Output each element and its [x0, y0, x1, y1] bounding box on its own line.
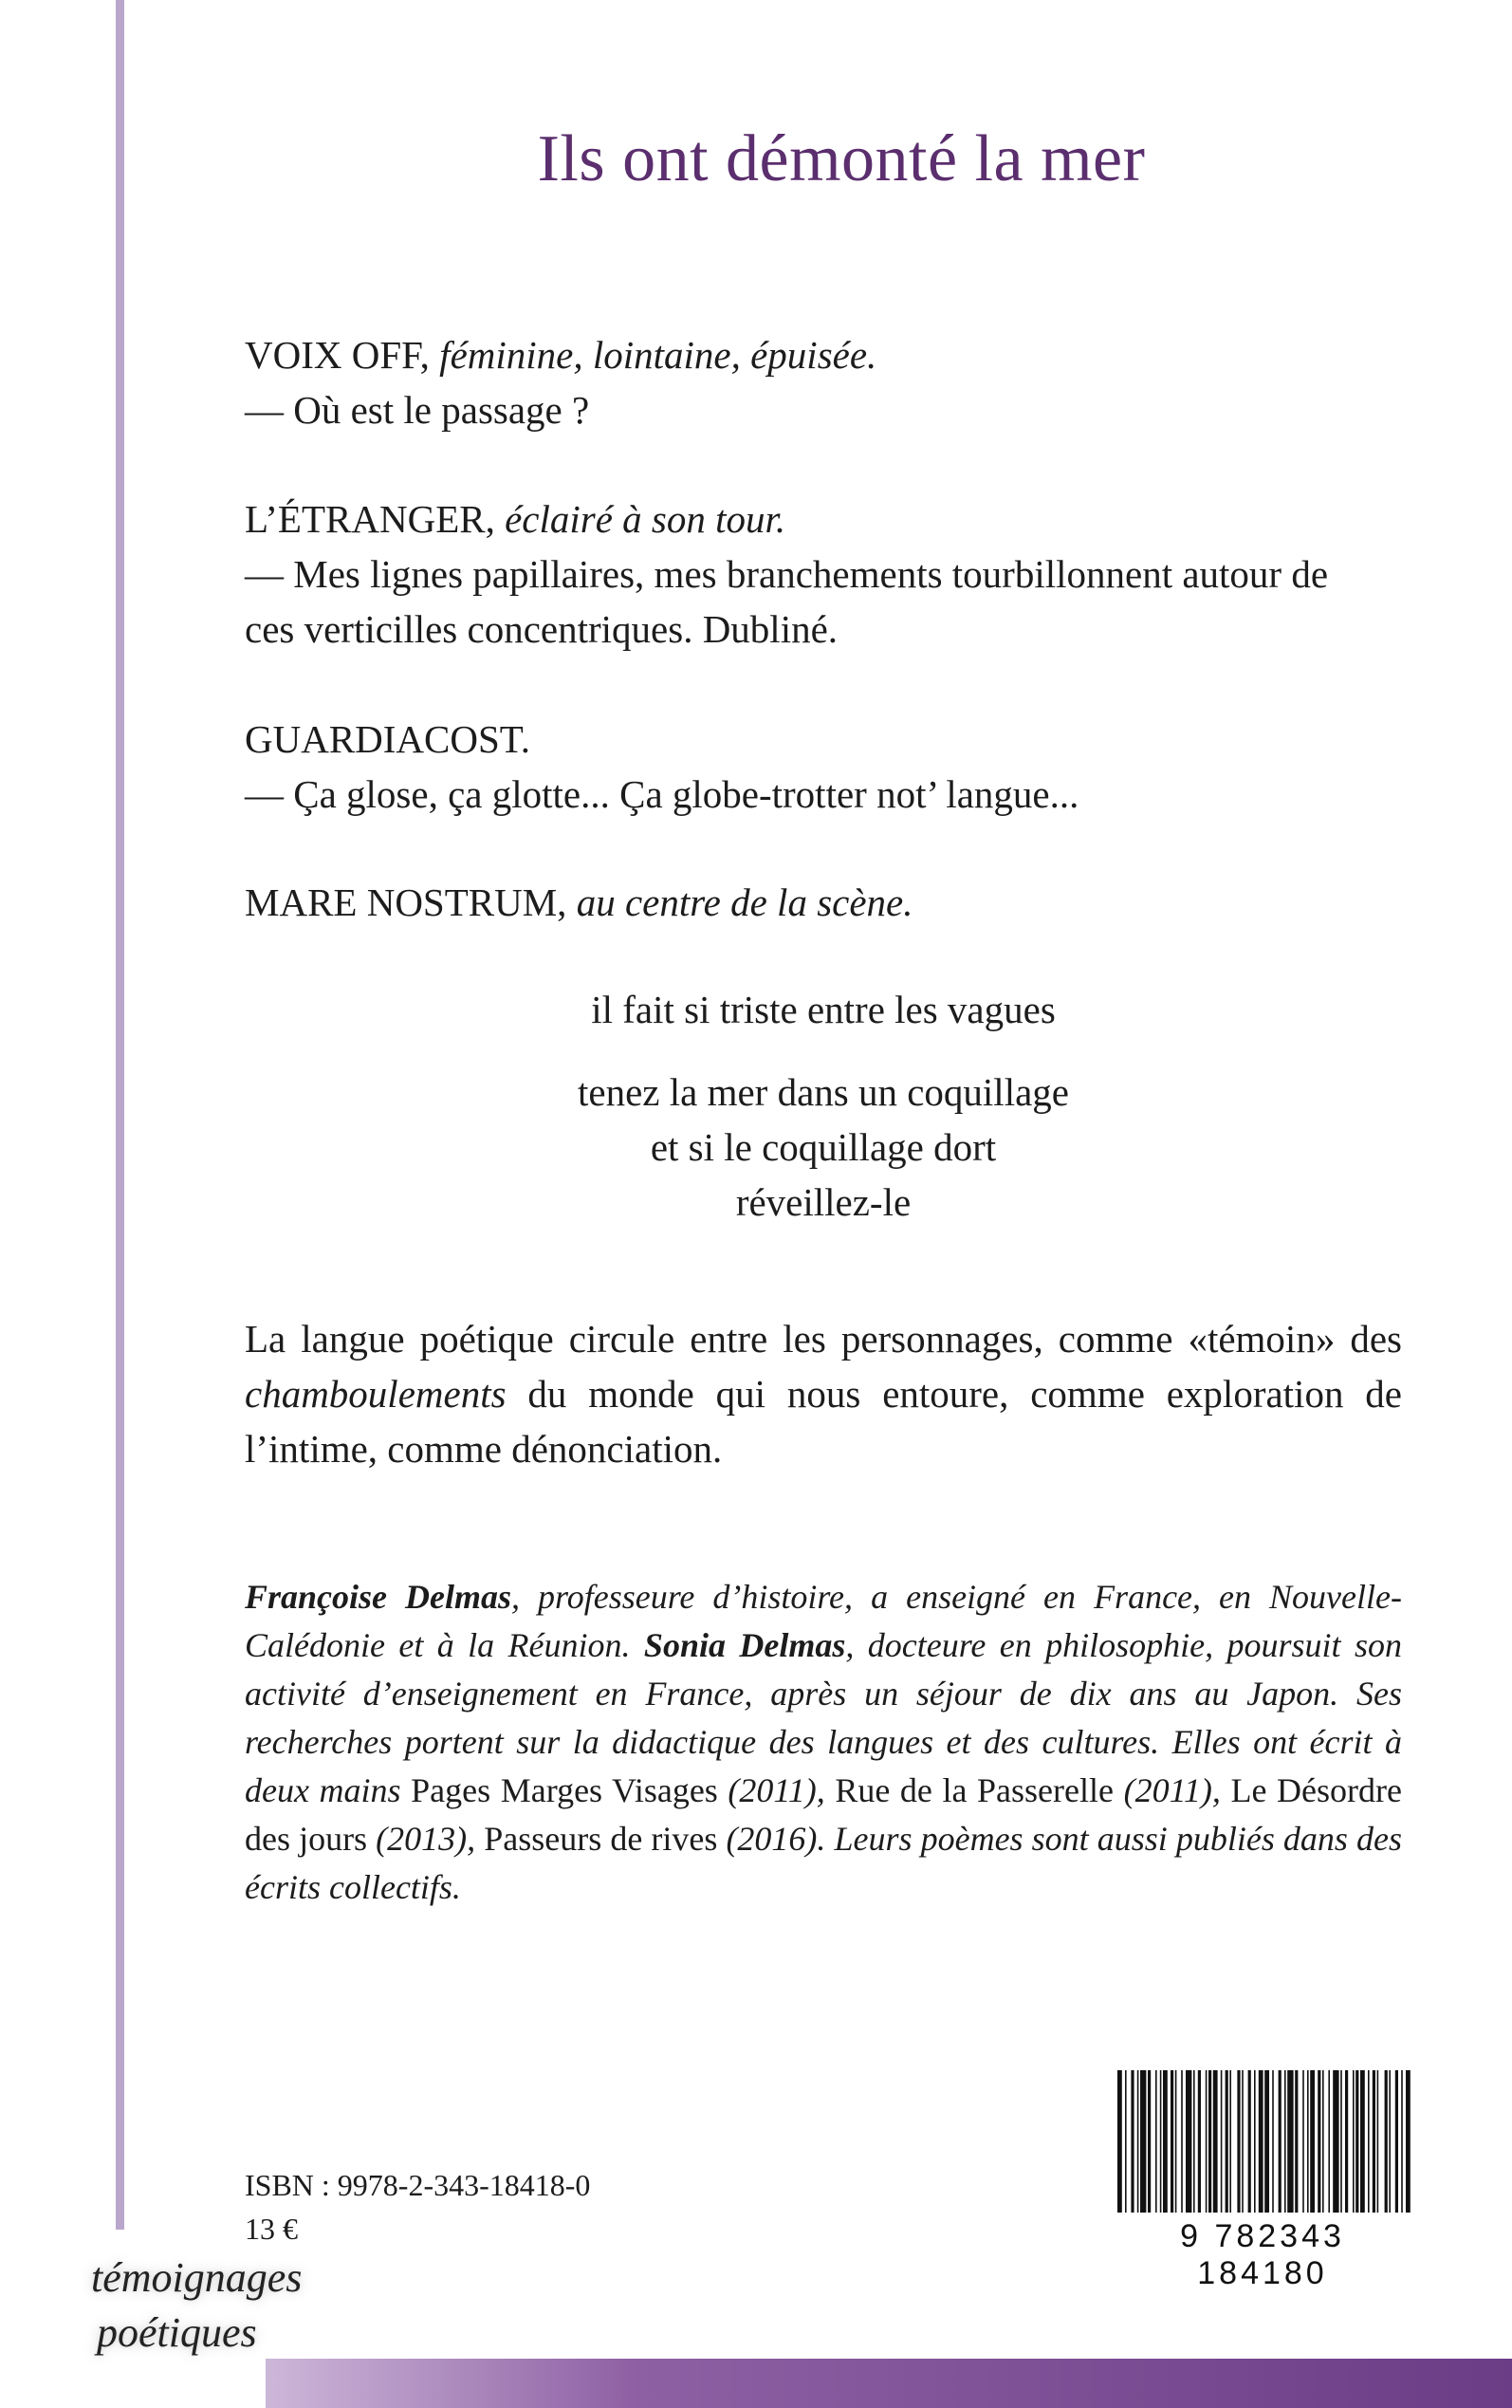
bio-text: (2011),	[717, 1771, 836, 1809]
barcode-bar	[1213, 2070, 1218, 2213]
barcode	[1112, 2070, 1413, 2222]
barcode-bar	[1125, 2070, 1127, 2213]
author-name: Sonia Delmas	[643, 1626, 846, 1664]
poem-line: il fait si triste entre les vagues	[591, 988, 1056, 1031]
barcode-bar	[1279, 2070, 1282, 2213]
barcode-bar	[1226, 2070, 1228, 2213]
barcode-bar	[1345, 2070, 1348, 2213]
character-name: GUARDIACOST.	[245, 717, 531, 761]
barcode-bar	[1171, 2070, 1173, 2213]
barcode-bar	[1221, 2070, 1223, 2213]
barcode-bar	[1155, 2070, 1157, 2213]
dialogue-line: — Ça glose, ça glotte... Ça globe-trotter not’ langue...	[245, 772, 1079, 816]
barcode-bar	[1287, 2070, 1293, 2213]
barcode-bar	[1237, 2070, 1240, 2213]
barcode-bar	[1131, 2070, 1134, 2213]
poem-stanza-1	[245, 982, 1402, 1037]
barcode-bar	[1389, 2070, 1391, 2213]
description-text: du monde qui nous entoure, comme exploration de l’intime, comme dénonciation.	[245, 1372, 1402, 1471]
collection-logo	[91, 2251, 302, 2361]
barcode-bar	[1295, 2070, 1298, 2213]
barcode-bar	[1229, 2070, 1231, 2213]
barcode-bar	[1148, 2070, 1151, 2213]
scene-voix-off	[245, 327, 1402, 437]
barcode-bar	[1377, 2070, 1379, 2213]
poem-line: tenez la mer dans un coquillage	[578, 1070, 1069, 1114]
barcode-bar	[1322, 2070, 1324, 2213]
stage-direction: éclairé à son tour.	[505, 497, 786, 541]
bio-text: (2013),	[367, 1820, 485, 1858]
bio-text: (2011),	[1114, 1771, 1231, 1809]
barcode-bar	[1181, 2070, 1183, 2213]
scene-mare-nostrum	[245, 875, 1402, 930]
barcode-bar	[1264, 2070, 1269, 2213]
barcode-bar	[1206, 2070, 1208, 2213]
character-name: VOIX OFF,	[245, 333, 430, 377]
barcode-bar	[1140, 2070, 1146, 2213]
price: 13 €	[245, 2212, 298, 2246]
barcode-bar	[1193, 2070, 1195, 2213]
barcode-bar	[1160, 2070, 1162, 2213]
barcode-bar	[1360, 2070, 1365, 2213]
poem-line: réveillez-le	[735, 1180, 912, 1224]
barcode-bar	[1242, 2070, 1244, 2213]
book-ref: Le Désordre des jours	[245, 1771, 1403, 1858]
barcode-bar	[1353, 2070, 1355, 2213]
barcode-bar	[1284, 2070, 1286, 2213]
collection-line: témoignages	[91, 2254, 303, 2301]
barcode-number: 9 782343 184180	[1180, 2218, 1345, 2291]
barcode-bar	[1328, 2070, 1330, 2213]
dialogue-line: ces verticilles concentriques. Dubliné.	[245, 607, 839, 651]
book-description	[245, 1311, 1402, 1476]
barcode-bar	[1310, 2070, 1315, 2213]
description-emphasis: chamboulements	[245, 1372, 507, 1416]
poem-line: et si le coquillage dort	[650, 1125, 997, 1169]
left-margin-rule	[116, 0, 124, 2230]
barcode-bar	[1137, 2070, 1139, 2213]
barcode-bar	[1248, 2070, 1251, 2213]
barcode-bar	[1259, 2070, 1263, 2213]
poem-stanza-2	[245, 1065, 1402, 1230]
barcode-bar	[1198, 2070, 1201, 2213]
book-ref: Passeurs de rives	[484, 1820, 718, 1858]
barcode-bar	[1307, 2070, 1309, 2213]
barcode-bar	[1175, 2070, 1177, 2213]
character-name: MARE NOSTRUM,	[245, 880, 567, 924]
isbn: ISBN : 9978-2-343-18418-0	[245, 2168, 591, 2202]
barcode-bar	[1395, 2070, 1398, 2213]
bio-text: , docteure en philosophie, poursuit son activité d’enseignement en France, après un séjour de dix ans au Japon. Ses recherches portent sur la didactique des langues et des cultures. Elles ont écrit à deux mains	[245, 1626, 1402, 1809]
barcode-bar	[1401, 2070, 1403, 2213]
barcode-bar	[1368, 2070, 1370, 2213]
barcode-bar	[1208, 2070, 1211, 2213]
barcode-bar	[1163, 2070, 1168, 2213]
author-bio	[245, 1573, 1402, 1912]
barcode-bar	[1333, 2070, 1338, 2213]
collection-line: poétiques	[97, 2309, 257, 2356]
barcode-bar	[1340, 2070, 1342, 2213]
scene-guardiacost	[245, 712, 1402, 822]
book-ref: Pages Marges Visages	[411, 1771, 718, 1809]
barcode-bar	[1318, 2070, 1320, 2213]
barcode-bar	[1406, 2070, 1411, 2213]
barcode-bar	[1373, 2070, 1375, 2213]
barcode-bar	[1186, 2070, 1191, 2213]
bio-text: , professeure d’histoire, a enseigné en France, en Nouvelle-Calédonie et à la Réunion.	[245, 1578, 1402, 1664]
description-text: La langue poétique circule entre les personnages, comme «témoin» des	[245, 1317, 1402, 1361]
author-name: Françoise Delmas	[245, 1578, 512, 1616]
barcode-bar	[1254, 2070, 1256, 2213]
barcode-bar	[1355, 2070, 1358, 2213]
dialogue-line: — Où est le passage ?	[245, 388, 590, 432]
barcode-bar	[1117, 2070, 1122, 2213]
character-name: L’ÉTRANGER,	[245, 497, 495, 541]
stage-direction: au centre de la scène.	[576, 880, 913, 924]
book-title: Ils ont démonté la mer	[537, 122, 1146, 195]
book-ref: Rue de la Passerelle	[835, 1771, 1114, 1809]
stage-direction: féminine, lointaine, épuisée.	[439, 333, 877, 377]
barcode-bar	[1385, 2070, 1388, 2213]
barcode-bar	[1302, 2070, 1304, 2213]
barcode-bar	[1272, 2070, 1274, 2213]
scene-etranger	[245, 491, 1402, 657]
bottom-color-band	[266, 2359, 1512, 2408]
dialogue-line: — Mes lignes papillaires, mes branchements tourbillonnent autour de	[245, 552, 1329, 596]
bio-text: (2016). Leurs poèmes sont aussi publiés dans des écrits collectifs.	[245, 1820, 1403, 1906]
